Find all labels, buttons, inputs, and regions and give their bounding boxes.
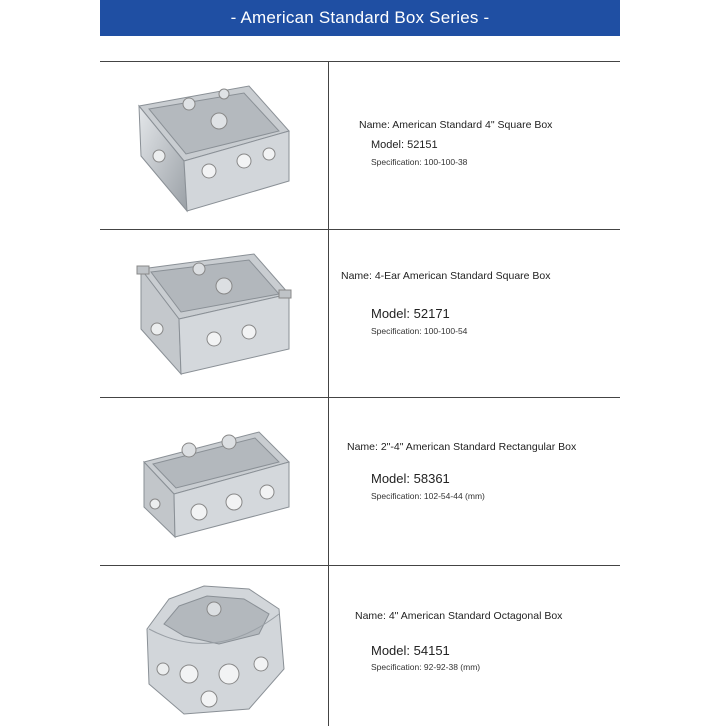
product-table	[100, 61, 620, 726]
product-row	[100, 62, 620, 230]
product-name: Name: American Standard 4" Square Box	[359, 119, 553, 131]
four-ear-square-box-icon	[129, 244, 299, 384]
product-image-cell	[100, 566, 329, 726]
product-image-cell	[100, 230, 329, 397]
product-info-cell	[329, 398, 620, 565]
product-model: Model: 52171	[371, 306, 450, 321]
product-model: Model: 58361	[371, 471, 450, 486]
product-info-cell	[329, 62, 620, 229]
product-spec: Specification: 100-100-38	[371, 157, 468, 167]
product-name: Name: 2"-4" American Standard Rectangular Box	[347, 441, 577, 453]
product-name: Name: 4-Ear American Standard Square Box	[341, 270, 551, 282]
product-row	[100, 230, 620, 398]
rectangular-box-icon	[129, 412, 299, 552]
product-image-cell	[100, 62, 329, 229]
product-spec: Specification: 100-100-54	[371, 326, 468, 336]
product-info-cell	[329, 230, 620, 397]
square-box-icon	[129, 76, 299, 216]
product-row	[100, 398, 620, 566]
product-spec: Specification: 102-54-44 (mm)	[371, 491, 485, 501]
product-info-cell	[329, 566, 620, 726]
page-title: - American Standard Box Series -	[230, 8, 490, 27]
product-row	[100, 566, 620, 726]
product-spec: Specification: 92-92-38 (mm)	[371, 662, 481, 672]
product-image-cell	[100, 398, 329, 565]
product-model: Model: 54151	[371, 643, 450, 658]
product-model: Model: 52151	[371, 139, 438, 151]
product-name: Name: 4" American Standard Octagonal Box	[355, 610, 563, 622]
page-header	[100, 0, 620, 36]
octagonal-box-icon	[129, 574, 299, 719]
